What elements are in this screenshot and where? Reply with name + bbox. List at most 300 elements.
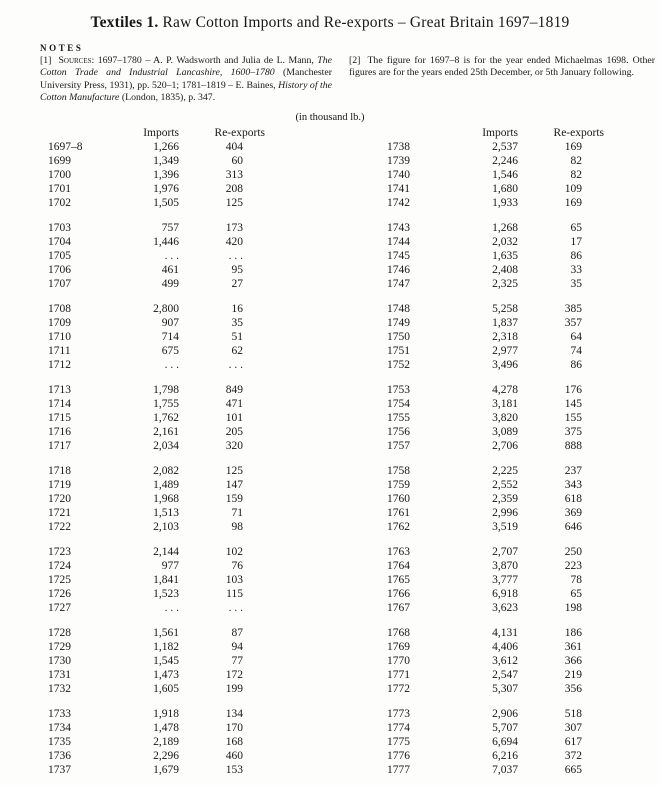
reexports-cell: 208 — [225, 182, 243, 195]
reexports-cell: 219 — [564, 668, 582, 681]
table-row — [387, 545, 604, 559]
table-row — [387, 221, 604, 235]
reexports-cell: 385 — [564, 302, 582, 315]
note-text-part: The Cotton Trade and Industrial Lancashire, 1600–1780 — [40, 55, 332, 79]
note-text-part: Sources: — [58, 55, 98, 66]
table-row — [387, 383, 604, 397]
document-page — [0, 14, 660, 777]
imports-cell: 1,605 — [153, 682, 179, 695]
reexports-cell: 169 — [564, 196, 582, 209]
table-row — [48, 411, 265, 425]
reexports-cell: 646 — [564, 520, 582, 533]
table-row — [387, 464, 604, 478]
table-row — [48, 196, 265, 210]
imports-cell: 1,837 — [492, 316, 518, 329]
imports-cell: 1,561 — [153, 626, 179, 639]
reexports-cell: 159 — [225, 492, 243, 505]
note-text-part: (London, 1835), p. 347. — [119, 92, 216, 104]
table-row — [387, 735, 604, 749]
year-group — [48, 221, 265, 291]
reexports-cell: 199 — [225, 682, 243, 695]
table-row — [48, 330, 265, 344]
reexports-cell: 250 — [564, 545, 582, 558]
table-row — [387, 559, 604, 573]
year-cell: 1713 — [48, 383, 71, 396]
reexports-cell: 223 — [564, 559, 582, 572]
year-cell: 1756 — [387, 425, 410, 438]
reexports-cell: 51 — [231, 330, 243, 343]
note-text-part: History of the Cotton Manufacture — [40, 79, 332, 104]
imports-cell: 2,296 — [153, 749, 179, 762]
reexports-cell: 375 — [564, 425, 582, 438]
imports-cell: 499 — [161, 277, 179, 290]
year-cell: 1761 — [387, 506, 410, 519]
year-cell: 1754 — [387, 397, 410, 410]
table-header-row — [48, 126, 265, 140]
year-cell: 1753 — [387, 383, 410, 396]
imports-cell: . . . — [164, 601, 179, 614]
imports-cell: 2,537 — [492, 140, 518, 153]
year-cell: 1742 — [387, 196, 410, 209]
reexports-cell: 64 — [570, 330, 582, 343]
note-2-label: [2] — [349, 55, 361, 66]
year-cell: 1714 — [48, 397, 71, 410]
reexports-cell: 77 — [231, 654, 243, 667]
reexports-cell: . . . — [228, 358, 243, 371]
table-row — [48, 277, 265, 291]
year-group — [48, 140, 265, 210]
year-group — [387, 626, 604, 696]
table-row — [48, 735, 265, 749]
imports-cell: 3,519 — [492, 520, 518, 533]
table-row — [48, 545, 265, 559]
year-cell: 1735 — [48, 735, 71, 748]
table-row — [48, 397, 265, 411]
table-row — [48, 358, 265, 372]
table-row — [387, 640, 604, 654]
year-cell: 1712 — [48, 358, 71, 371]
reexports-cell: 849 — [225, 383, 243, 396]
reexports-cell: 103 — [225, 573, 243, 586]
imports-cell: 2,225 — [492, 464, 518, 477]
reexports-cell: 155 — [564, 411, 582, 424]
imports-cell: 977 — [161, 559, 179, 572]
imports-cell: 2,706 — [492, 439, 518, 452]
year-cell: 1730 — [48, 654, 71, 667]
year-cell: 1758 — [387, 464, 410, 477]
year-group — [387, 221, 604, 291]
year-cell: 1764 — [387, 559, 410, 572]
imports-cell: 1,841 — [153, 573, 179, 586]
table-row — [387, 196, 604, 210]
reexports-cell: 313 — [225, 168, 243, 181]
reexports-cell: 320 — [225, 439, 243, 452]
table-row — [387, 587, 604, 601]
table-row — [387, 506, 604, 520]
year-cell: 1719 — [48, 478, 71, 491]
imports-cell: 2,161 — [153, 425, 179, 438]
year-cell: 1739 — [387, 154, 410, 167]
table-row — [387, 626, 604, 640]
year-cell: 1705 — [48, 249, 71, 262]
reexports-cell: 168 — [225, 735, 243, 748]
reexports-cell: 186 — [564, 626, 582, 639]
imports-cell: 1,523 — [153, 587, 179, 600]
imports-cell: 2,318 — [492, 330, 518, 343]
year-cell: 1741 — [387, 182, 410, 195]
year-cell: 1700 — [48, 168, 71, 181]
year-cell: 1763 — [387, 545, 410, 558]
reexports-cell: 665 — [564, 763, 582, 776]
table-row — [387, 263, 604, 277]
year-cell: 1747 — [387, 277, 410, 290]
reexports-cell: 125 — [225, 464, 243, 477]
reexports-cell: 147 — [225, 478, 243, 491]
year-cell: 1703 — [48, 221, 71, 234]
year-cell: 1701 — [48, 182, 71, 195]
table-row — [387, 330, 604, 344]
reexports-cell: 125 — [225, 196, 243, 209]
table-row — [48, 464, 265, 478]
year-cell: 1706 — [48, 263, 71, 276]
year-cell: 1726 — [48, 587, 71, 600]
year-cell: 1709 — [48, 316, 71, 329]
imports-cell: 1,489 — [153, 478, 179, 491]
reexports-cell: . . . — [228, 601, 243, 614]
reexports-cell: 343 — [564, 478, 582, 491]
reexports-cell: 361 — [564, 640, 582, 653]
year-cell: 1770 — [387, 654, 410, 667]
imports-cell: 1,478 — [153, 721, 179, 734]
note-text-part: 1697–1780 – A. P. Wadsworth and Julia de L. Mann, — [97, 55, 318, 66]
reexports-cell: 176 — [564, 383, 582, 396]
year-cell: 1721 — [48, 506, 71, 519]
year-group — [387, 140, 604, 210]
imports-cell: 1,266 — [153, 140, 179, 153]
table-row — [387, 439, 604, 453]
reexports-cell: . . . — [228, 249, 243, 262]
note-1-label: [1] — [40, 55, 52, 66]
reexports-cell: 65 — [570, 587, 582, 600]
imports-cell: 5,307 — [492, 682, 518, 695]
year-cell: 1772 — [387, 682, 410, 695]
imports-cell: 3,496 — [492, 358, 518, 371]
year-cell: 1736 — [48, 749, 71, 762]
note-1 — [40, 55, 332, 105]
imports-cell: 6,216 — [492, 749, 518, 762]
year-cell: 1707 — [48, 277, 71, 290]
year-cell: 1715 — [48, 411, 71, 424]
reexports-cell: 74 — [570, 344, 582, 357]
page-title — [6, 14, 654, 32]
table-row — [387, 140, 604, 154]
imports-cell: 907 — [161, 316, 179, 329]
imports-cell: 2,189 — [153, 735, 179, 748]
year-group — [48, 383, 265, 453]
year-cell: 1749 — [387, 316, 410, 329]
table-row — [387, 277, 604, 291]
year-cell: 1718 — [48, 464, 71, 477]
year-cell: 1769 — [387, 640, 410, 653]
imports-cell: 1,546 — [492, 168, 518, 181]
reexports-cell: 60 — [231, 154, 243, 167]
table-row — [48, 154, 265, 168]
table-years-1738-1777 — [387, 126, 604, 777]
reexports-column-header: Re-exports — [553, 126, 604, 139]
year-cell: 1708 — [48, 302, 71, 315]
reexports-cell: 205 — [225, 425, 243, 438]
year-cell: 1733 — [48, 707, 71, 720]
imports-cell: 1,396 — [153, 168, 179, 181]
imports-cell: 1,918 — [153, 707, 179, 720]
table-row — [48, 182, 265, 196]
year-cell: 1776 — [387, 749, 410, 762]
imports-cell: 2,547 — [492, 668, 518, 681]
imports-cell: 1,933 — [492, 196, 518, 209]
imports-cell: 461 — [161, 263, 179, 276]
table-row — [48, 559, 265, 573]
imports-cell: 5,707 — [492, 721, 518, 734]
reexports-cell: 307 — [564, 721, 582, 734]
year-cell: 1768 — [387, 626, 410, 639]
imports-cell: . . . — [164, 249, 179, 262]
table-row — [387, 749, 604, 763]
year-cell: 1704 — [48, 235, 71, 248]
imports-cell: 3,777 — [492, 573, 518, 586]
table-row — [387, 707, 604, 721]
imports-cell: 2,552 — [492, 478, 518, 491]
imports-cell: 1,635 — [492, 249, 518, 262]
reexports-cell: 404 — [225, 140, 243, 153]
reexports-cell: 888 — [564, 439, 582, 452]
reexports-cell: 237 — [564, 464, 582, 477]
year-cell: 1722 — [48, 520, 71, 533]
table-row — [48, 263, 265, 277]
year-cell: 1699 — [48, 154, 71, 167]
year-group — [48, 464, 265, 534]
table-row — [387, 573, 604, 587]
imports-cell: 1,968 — [153, 492, 179, 505]
table-row — [387, 425, 604, 439]
table-row — [387, 682, 604, 696]
year-cell: 1743 — [387, 221, 410, 234]
reexports-cell: 173 — [225, 221, 243, 234]
imports-cell: 2,408 — [492, 263, 518, 276]
reexports-cell: 618 — [564, 492, 582, 505]
reexports-cell: 134 — [225, 707, 243, 720]
table-row — [48, 344, 265, 358]
imports-cell: . . . — [164, 358, 179, 371]
imports-cell: 757 — [161, 221, 179, 234]
year-cell: 1751 — [387, 344, 410, 357]
table-row — [48, 626, 265, 640]
reexports-cell: 369 — [564, 506, 582, 519]
year-cell: 1720 — [48, 492, 71, 505]
imports-cell: 1,798 — [153, 383, 179, 396]
year-group — [48, 302, 265, 372]
year-cell: 1727 — [48, 601, 71, 614]
imports-cell: 2,906 — [492, 707, 518, 720]
year-cell: 1766 — [387, 587, 410, 600]
year-cell: 1697–8 — [48, 140, 83, 153]
table-row — [48, 749, 265, 763]
imports-cell: 1,679 — [153, 763, 179, 776]
table-row — [387, 249, 604, 263]
year-cell: 1702 — [48, 196, 71, 209]
year-cell: 1744 — [387, 235, 410, 248]
note-text-part: (Manchester University Press, 1931), pp. 520–1; 1781–1819 – E. Baines, — [40, 67, 332, 91]
reexports-cell: 71 — [231, 506, 243, 519]
reexports-cell: 102 — [225, 545, 243, 558]
year-group — [48, 545, 265, 615]
imports-cell: 2,325 — [492, 277, 518, 290]
imports-cell: 3,870 — [492, 559, 518, 572]
imports-cell: 2,977 — [492, 344, 518, 357]
year-cell: 1734 — [48, 721, 71, 734]
imports-cell: 2,032 — [492, 235, 518, 248]
reexports-cell: 170 — [225, 721, 243, 734]
reexports-cell: 94 — [231, 640, 243, 653]
year-group — [387, 383, 604, 453]
imports-cell: 6,918 — [492, 587, 518, 600]
note-2 — [349, 55, 655, 105]
table-row — [48, 682, 265, 696]
reexports-cell: 420 — [225, 235, 243, 248]
table-row — [387, 397, 604, 411]
table-row — [48, 707, 265, 721]
year-cell: 1762 — [387, 520, 410, 533]
table-row — [48, 506, 265, 520]
year-column-header — [48, 126, 118, 140]
reexports-cell: 617 — [564, 735, 582, 748]
title-text: Raw Cotton Imports and Re-exports – Great Britain 1697–1819 — [158, 14, 570, 31]
imports-cell: 2,103 — [153, 520, 179, 533]
table-row — [48, 668, 265, 682]
year-cell: 1767 — [387, 601, 410, 614]
table-number-label: Textiles 1. — [90, 14, 159, 31]
imports-cell: 1,349 — [153, 154, 179, 167]
table-row — [387, 478, 604, 492]
year-group — [48, 707, 265, 777]
year-cell: 1717 — [48, 439, 71, 452]
year-cell: 1759 — [387, 478, 410, 491]
table-row — [387, 302, 604, 316]
table-row — [48, 492, 265, 506]
imports-cell: 4,278 — [492, 383, 518, 396]
table-row — [48, 601, 265, 615]
reexports-cell: 356 — [564, 682, 582, 695]
year-cell: 1711 — [48, 344, 71, 357]
year-cell: 1760 — [387, 492, 410, 505]
table-row — [387, 168, 604, 182]
imports-cell: 7,037 — [492, 763, 518, 776]
year-group — [387, 302, 604, 372]
year-cell: 1777 — [387, 763, 410, 776]
table-row — [48, 654, 265, 668]
reexports-cell: 518 — [564, 707, 582, 720]
imports-cell: 1,976 — [153, 182, 179, 195]
reexports-cell: 471 — [225, 397, 243, 410]
table-row — [48, 478, 265, 492]
imports-cell: 2,144 — [153, 545, 179, 558]
year-cell: 1710 — [48, 330, 71, 343]
table-years-1697-1737 — [48, 126, 265, 777]
notes-section — [40, 55, 660, 105]
table-row — [387, 763, 604, 777]
reexports-cell: 76 — [231, 559, 243, 572]
imports-cell: 1,182 — [153, 640, 179, 653]
year-group — [48, 626, 265, 696]
year-group — [387, 707, 604, 777]
table-row — [48, 316, 265, 330]
year-cell: 1723 — [48, 545, 71, 558]
table-row — [387, 316, 604, 330]
imports-cell: 714 — [161, 330, 179, 343]
table-row — [387, 601, 604, 615]
year-cell: 1748 — [387, 302, 410, 315]
reexports-cell: 78 — [570, 573, 582, 586]
year-cell: 1716 — [48, 425, 71, 438]
table-row — [387, 668, 604, 682]
reexports-cell: 169 — [564, 140, 582, 153]
table-row — [387, 358, 604, 372]
year-cell: 1725 — [48, 573, 71, 586]
reexports-cell: 115 — [226, 587, 243, 600]
year-cell: 1731 — [48, 668, 71, 681]
year-cell: 1724 — [48, 559, 71, 572]
year-group — [387, 464, 604, 534]
imports-cell: 1,680 — [492, 182, 518, 195]
imports-cell: 1,513 — [153, 506, 179, 519]
imports-cell: 1,446 — [153, 235, 179, 248]
reexports-cell: 86 — [570, 249, 582, 262]
year-column-header — [387, 126, 457, 140]
table-row — [387, 344, 604, 358]
table-row — [48, 763, 265, 777]
reexports-cell: 16 — [231, 302, 243, 315]
table-row — [48, 573, 265, 587]
imports-cell: 2,800 — [153, 302, 179, 315]
imports-cell: 675 — [161, 344, 179, 357]
reexports-cell: 357 — [564, 316, 582, 329]
year-cell: 1745 — [387, 249, 410, 262]
reexports-cell: 86 — [570, 358, 582, 371]
year-cell: 1737 — [48, 763, 71, 776]
imports-column-header: Imports — [143, 126, 179, 139]
unit-caption: (in thousand lb.) — [295, 111, 365, 123]
reexports-cell: 372 — [564, 749, 582, 762]
table-row — [387, 235, 604, 249]
reexports-cell: 460 — [225, 749, 243, 762]
reexports-cell: 145 — [564, 397, 582, 410]
reexports-cell: 172 — [225, 668, 243, 681]
reexports-cell: 198 — [564, 601, 582, 614]
imports-cell: 2,246 — [492, 154, 518, 167]
table-row — [48, 140, 265, 154]
notes-heading: NOTES — [40, 43, 84, 53]
imports-cell: 2,996 — [492, 506, 518, 519]
reexports-cell: 27 — [231, 277, 243, 290]
year-cell: 1738 — [387, 140, 410, 153]
reexports-cell: 98 — [231, 520, 243, 533]
table-row — [48, 425, 265, 439]
reexports-cell: 62 — [231, 344, 243, 357]
year-cell: 1757 — [387, 439, 410, 452]
year-cell: 1750 — [387, 330, 410, 343]
imports-cell: 1,762 — [153, 411, 179, 424]
reexports-cell: 65 — [570, 221, 582, 234]
imports-cell: 2,082 — [153, 464, 179, 477]
